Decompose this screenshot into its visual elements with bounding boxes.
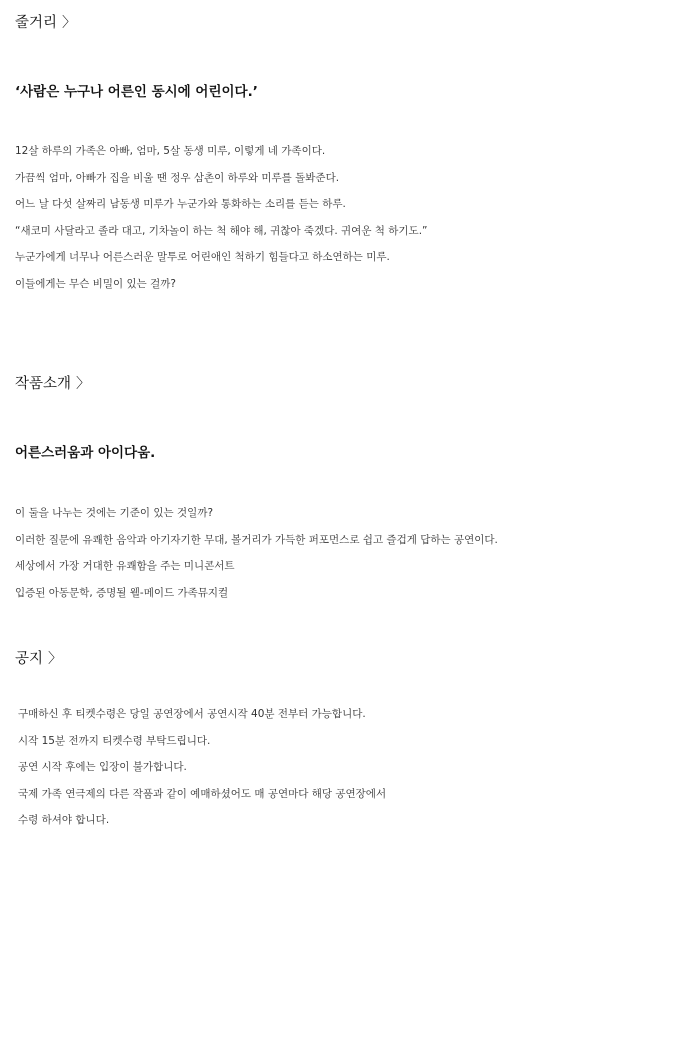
synopsis-subtitle: ‘사람은 누구나 어른인 동시에 어린이다.’ bbox=[15, 84, 258, 100]
synopsis-line: 이들에게는 무슨 비밀이 있는 걸까? bbox=[15, 277, 176, 290]
chevron-right-icon: 〉 bbox=[62, 15, 77, 31]
synopsis-line: 12살 하루의 가족은 아빠, 엄마, 5살 동생 미루, 이렇게 네 가족이다. bbox=[15, 145, 326, 157]
chevron-right-icon: 〉 bbox=[76, 376, 91, 392]
synopsis-line: “새코미 사달라고 졸라 대고, 기차놀이 하는 척 해야 해, 귀찮아 죽겠다. 귀여운 척 하기도.” bbox=[15, 224, 428, 237]
intro-heading-label: 작품소개 bbox=[15, 376, 72, 392]
intro-line: 입증된 아동문학, 증명될 웰-메이드 가족뮤지컬 bbox=[15, 586, 229, 599]
intro-paragraph bbox=[15, 505, 498, 611]
synopsis-heading-label: 줄거리 bbox=[15, 15, 58, 31]
notice-line: 시작 15분 전까지 티켓수령 부탁드립니다. bbox=[18, 734, 211, 747]
synopsis-line: 어느 날 다섯 살짜리 남동생 미루가 누군가와 통화하는 소리를 듣는 하루. bbox=[15, 198, 346, 210]
notice-line: 국제 가족 연극제의 다른 작품과 같이 예매하셨어도 매 공연마다 해당 공연장에서 bbox=[18, 787, 387, 800]
intro-line: 세상에서 가장 거대한 유쾌함을 주는 미니콘서트 bbox=[15, 560, 235, 572]
intro-line: 이 둘을 나누는 것에는 기준이 있는 것일까? bbox=[15, 507, 214, 519]
intro-heading bbox=[15, 372, 90, 393]
intro-line: 이러한 질문에 유쾌한 음악과 아기자기한 무대, 볼거리가 가득한 퍼포먼스로 쉽고 즐겁게 답하는 공연이다. bbox=[15, 533, 498, 546]
notice-line: 공연 시작 후에는 입장이 불가합니다. bbox=[18, 761, 187, 773]
synopsis-line: 누군가에게 너무나 어른스러운 말투로 어린애인 척하기 힘들다고 하소연하는 미루. bbox=[15, 251, 390, 263]
notice-heading-label: 공지 bbox=[15, 651, 44, 667]
notice-heading bbox=[15, 647, 62, 668]
notice-paragraph bbox=[18, 706, 386, 839]
intro-subtitle: 어른스러움과 아이다움. bbox=[15, 445, 156, 461]
chevron-right-icon: 〉 bbox=[48, 651, 63, 667]
synopsis-paragraph bbox=[15, 143, 427, 302]
synopsis-heading bbox=[15, 11, 76, 32]
notice-line: 구매하신 후 티켓수령은 당일 공연장에서 공연시작 40분 전부터 가능합니다. bbox=[18, 708, 366, 720]
notice-line: 수령 하셔야 합니다. bbox=[18, 814, 110, 826]
synopsis-line: 가끔씩 엄마, 아빠가 집을 비울 땐 정우 삼촌이 하루와 미루를 돌봐준다. bbox=[15, 171, 340, 184]
